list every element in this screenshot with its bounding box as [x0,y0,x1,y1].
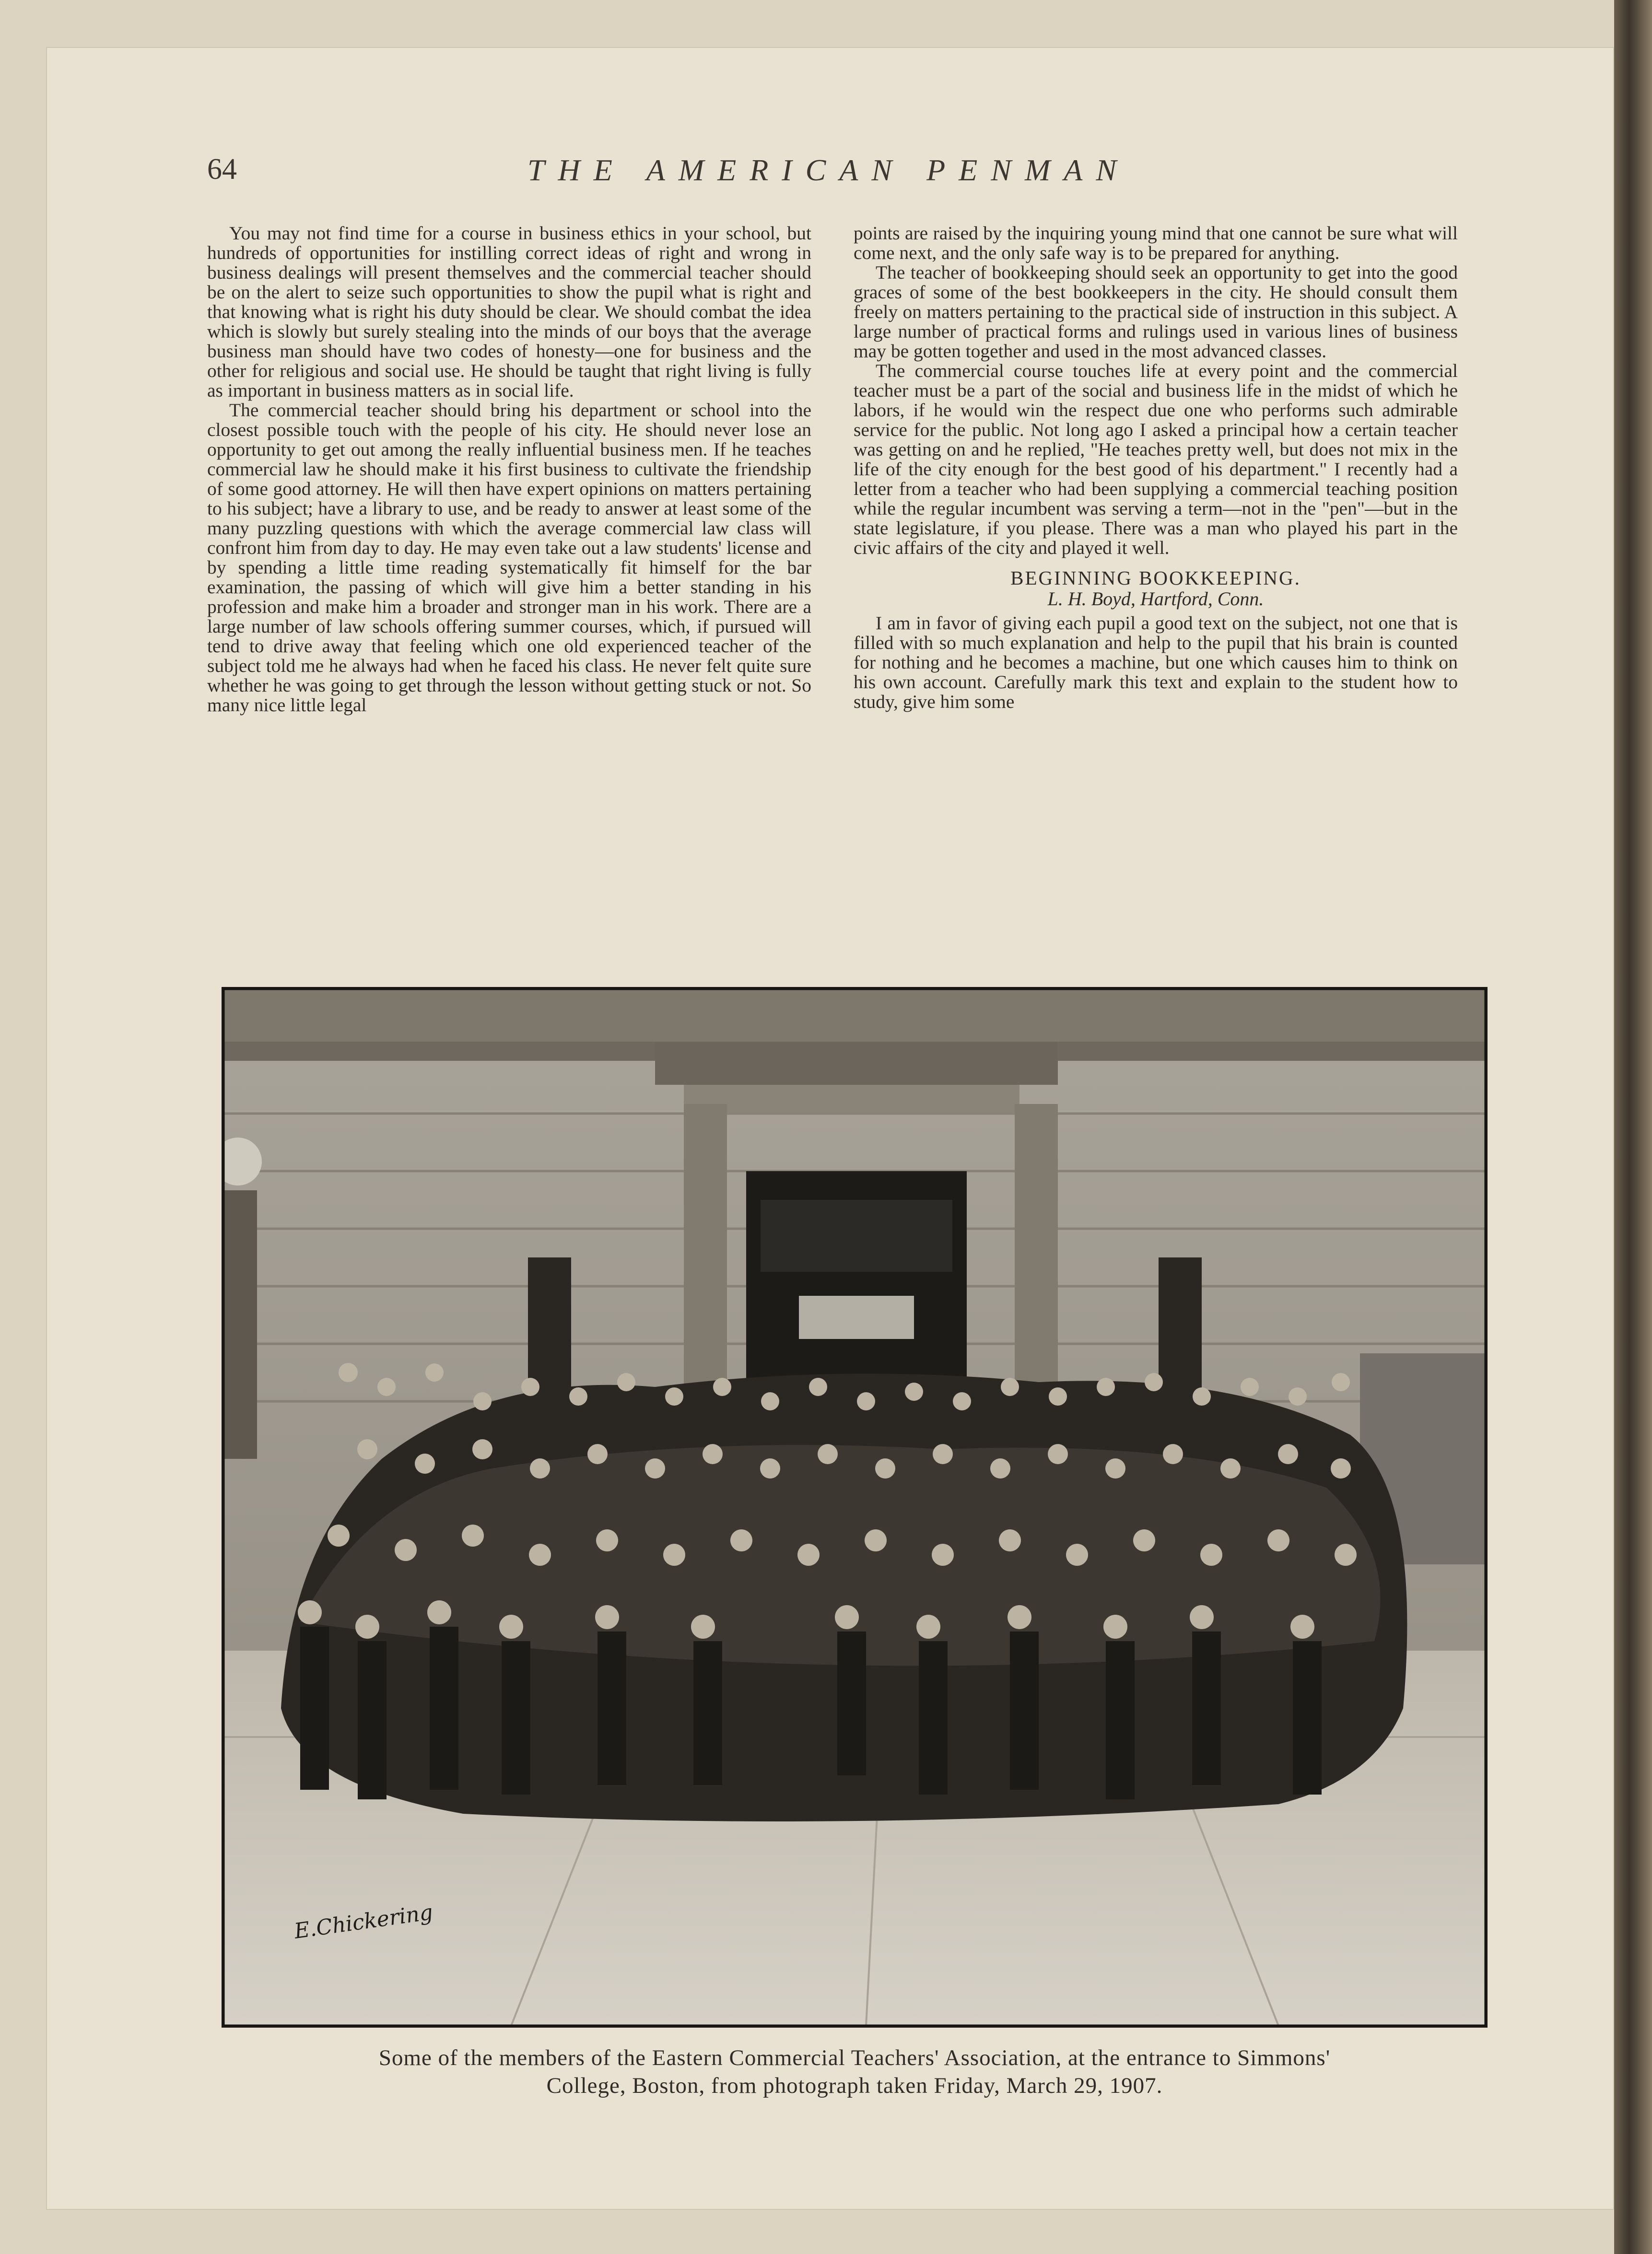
right-column [854,223,1458,952]
caption-line: College, Boston, from photograph taken Friday, March 29, 1907. [546,2073,1163,2098]
continued-paragraph: points are raised by the inquiring young mind that one cannot be sure what will come next, and the only safe way is to be prepared for anything. [854,223,1458,263]
paragraph: You may not find time for a course in business ethics in your school, but hundreds of opportunities for instilling correct ideas of right and wrong in business dealings will present themselves and the commercial teacher should be on the alert to seize such opportunities to show the pupil what is right and that knowing what is right his duty should be clear. We should combat the idea which is slowly but surely stealing into the minds of our boys that the average business man should have two codes of honesty—one for business and the other for religious and social use. He should be taught that right living is fully as important in business matters as in social life. [207,223,811,401]
running-title: THE AMERICAN PENMAN [527,153,1130,187]
paragraph: The commercial teacher should bring his department or school into the closest possible touch with the people of his city. He should never lose an opportunity to get out among the really influential business men. If he teaches commercial law he should make it his first business to cultivate the friendship of some good attorney. He will then have expert opinions on matters pertaining to his subject; have a library to use, and be ready to answer at least some of the many puzzling questions with which the average commercial law class will confront him from day to day. He may even take out a law students' license and by spending a little time reading systematically fit himself for the bar examination, the passing of which will give him a better standing in his profession and make him a broader and stronger man in his work. There are a large number of law schools offering summer courses, which, if pursued will tend to drive away that feeling which one old experienced teacher of the subject told me he always had when he faced his class. He never felt quite sure whether he was going to get through the lesson without getting stuck or not. So many nice little legal [207,399,811,716]
book-binding [1614,0,1652,2254]
page-number: 64 [207,153,237,186]
article-byline: L. H. Boyd, Hartford, Conn. [1047,588,1264,610]
photo-illustration [223,989,1486,2026]
paragraph: The commercial course touches life at every point and the commercial teacher must be a part of the social and business life in the midst of which he labors, if he would win the respect due one who performs such admirable service for the public. Not long ago I asked a principal how a certain teacher was getting on and he replied, "He teaches pretty well, but does not mix in the life of the city enough for the best good of his department." I recently had a letter from a teacher who had been supplying a commercial teaching position while the regular incumbent was serving a term—not in the "pen"—but in the state legislature, if you please. There was a man who played his part in the civic affairs of the city and played it well. [854,360,1458,558]
photographer-signature: E.Chickering [293,1900,434,1944]
group-photograph [222,987,1488,2028]
photo-caption [207,2044,1502,2100]
section-title: BEGINNING BOOKKEEPING. [1010,567,1301,589]
paragraph: I am in favor of giving each pupil a good text on the subject, not one that is filled with so much explanation and help to the pupil that his brain is counted for nothing and he becomes a machine, but one which causes him to think on his own account. Carefully mark this text and explain to the student how to study, give him some [854,612,1458,712]
caption-line: Some of the members of the Eastern Commercial Teachers' Association, at the entrance to Simmons' [378,2045,1331,2070]
left-column [207,223,811,952]
paragraph: The teacher of bookkeeping should seek an opportunity to get into the good graces of some of the best bookkeepers in the city. He should consult them freely on matters pertaining to the practical side of instruction in this subject. A large number of practical forms and rulings used in various lines of business may be gotten together and used in the most advanced classes. [854,262,1458,362]
page-header [207,153,1450,196]
